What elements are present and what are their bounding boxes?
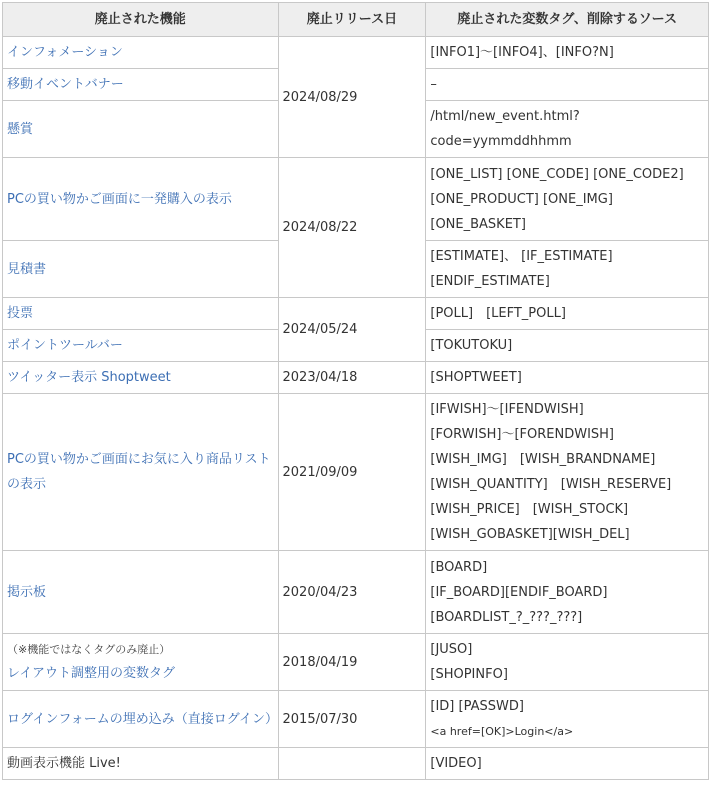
tag-line: [FORWISH]〜[FORENDWISH]: [430, 427, 615, 442]
tag-line: [TOKUTOKU]: [430, 338, 513, 353]
tag-line: [BOARDLIST_?_???_???]: [430, 609, 583, 625]
table-row: [3, 551, 709, 634]
feature-link[interactable]: ツイッター表示 Shoptweet: [3, 362, 279, 394]
tags-cell: [426, 330, 709, 362]
tag-line: [IF_BOARD][ENDIF_BOARD]: [430, 584, 608, 600]
tag-line: [ONE_LIST] [ONE_CODE] [ONE_CODE2]: [430, 166, 684, 182]
tags-cell: [426, 37, 709, 69]
tag-line: [IFWISH]〜[IFENDWISH]: [430, 402, 584, 417]
tags-cell: [426, 634, 709, 691]
feature-link[interactable]: 移動イベントバナー: [3, 69, 279, 101]
tags-cell: [426, 394, 709, 551]
tag-line: [ENDIF_ESTIMATE]: [430, 274, 550, 289]
tags-cell: [426, 158, 709, 241]
table-row: [3, 158, 709, 241]
tags-cell: [426, 241, 709, 298]
release-date: 2015/07/30: [278, 691, 426, 748]
table-row: [3, 298, 709, 330]
tag-line: [INFO1]〜[INFO4]、[INFO?N]: [430, 45, 614, 60]
release-date: 2024/08/29: [278, 37, 426, 158]
tag-line: code=yymmddhhmm: [430, 134, 572, 149]
release-date: 2024/05/24: [278, 298, 426, 362]
header-feature: 廃止された機能: [3, 3, 279, 37]
tags-cell: [426, 101, 709, 158]
release-date: 2020/04/23: [278, 551, 426, 634]
feature-link[interactable]: 投票: [3, 298, 279, 330]
tag-line: [WISH_PRICE] [WISH_STOCK]: [430, 502, 629, 517]
tags-cell: [426, 691, 709, 748]
tag-line: [JUSO]: [430, 642, 473, 657]
tag-line: [BOARD]: [430, 559, 488, 575]
tags-cell: [426, 551, 709, 634]
tag-line: –: [430, 77, 437, 92]
feature-link[interactable]: インフォメーション: [3, 37, 279, 69]
header-tags: 廃止された変数タグ、削除するソース: [426, 3, 709, 37]
tag-line: [ONE_BASKET]: [430, 216, 526, 232]
table-header-row: [3, 3, 709, 37]
table-row: [3, 362, 709, 394]
release-date: 2021/09/09: [278, 394, 426, 551]
tags-cell: [426, 69, 709, 101]
tags-cell: [426, 748, 709, 780]
tag-line: [SHOPINFO]: [430, 667, 508, 682]
release-date: 2018/04/19: [278, 634, 426, 691]
feature-link[interactable]: ポイントツールバー: [3, 330, 279, 362]
feature-link[interactable]: ログインフォームの埋め込み（直接ログイン）: [3, 691, 279, 748]
header-date: 廃止リリース日: [278, 3, 426, 37]
tag-line: <a href=[OK]>Login</a>: [430, 725, 574, 738]
table-row: [3, 37, 709, 69]
feature-link[interactable]: PCの買い物かご画面にお気に入り商品リストの表示: [3, 394, 279, 551]
feature-link[interactable]: 掲示板: [3, 551, 279, 634]
feature-link[interactable]: PCの買い物かご画面に一発購入の表示: [3, 158, 279, 241]
tag-line: [WISH_GOBASKET][WISH_DEL]: [430, 527, 630, 542]
feature-link[interactable]: 懸賞: [3, 101, 279, 158]
table-row: [3, 394, 709, 551]
feature-cell: [3, 634, 279, 691]
tag-line: [ONE_PRODUCT] [ONE_IMG]: [430, 191, 613, 207]
release-date: [278, 748, 426, 780]
tag-line: [WISH_QUANTITY] [WISH_RESERVE]: [430, 477, 672, 492]
tag-line: [POLL] [LEFT_POLL]: [430, 306, 566, 321]
tag-line: [ESTIMATE]、 [IF_ESTIMATE]: [430, 249, 613, 264]
table-row: [3, 691, 709, 748]
tag-line: [ID] [PASSWD]: [430, 699, 524, 714]
feature-link[interactable]: 見積書: [3, 241, 279, 298]
release-date: 2024/08/22: [278, 158, 426, 298]
deprecated-features-table: [2, 2, 709, 780]
tag-line: [SHOPTWEET]: [430, 370, 522, 385]
tag-line: [VIDEO]: [430, 756, 482, 771]
table-row: [3, 634, 709, 691]
release-date: 2023/04/18: [278, 362, 426, 394]
feature-link[interactable]: レイアウト調整用の変数タグ: [7, 665, 175, 681]
tags-cell: [426, 298, 709, 330]
table-row: [3, 748, 709, 780]
feature-name: 動画表示機能 Live!: [3, 748, 279, 780]
tag-line: /html/new_event.html?: [430, 109, 580, 124]
tags-cell: [426, 362, 709, 394]
tag-line: [WISH_IMG] [WISH_BRANDNAME]: [430, 452, 656, 467]
feature-note: （※機能ではなくタグのみ廃止）: [7, 642, 171, 656]
